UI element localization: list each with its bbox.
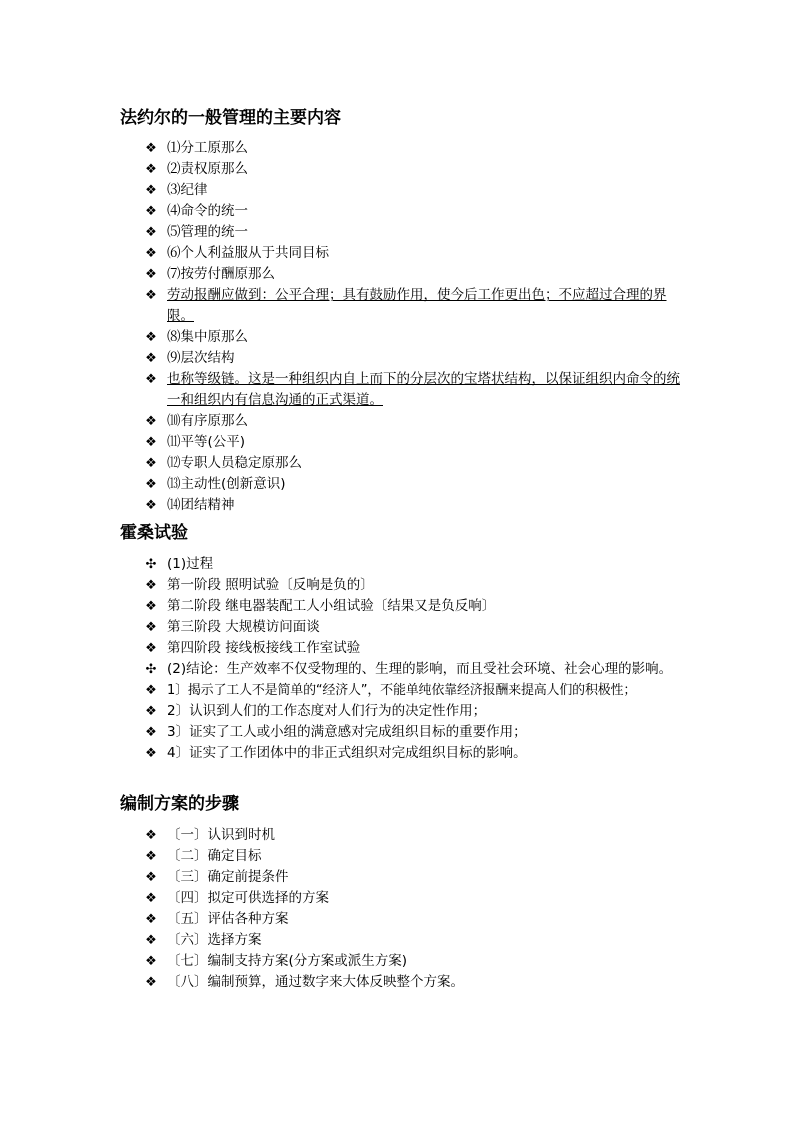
list-item-text: 劳动报酬应做到：公平合理；具有鼓励作用，使今后工作更出色；不应超过合理的界限。 xyxy=(167,287,667,324)
list-item xyxy=(0,432,794,453)
list-item-text: ⒁团结精神 xyxy=(167,497,235,513)
list-item-text: (1)过程 xyxy=(167,556,214,572)
section-title-fayol: 法约尔的一般管理的主要内容 xyxy=(120,108,341,128)
list-item-text: ⑻集中原那么 xyxy=(167,329,248,345)
list-item xyxy=(0,411,794,432)
section-title-hawthorne: 霍桑试验 xyxy=(120,523,188,543)
diamond-bullet-icon: ❖ xyxy=(145,414,157,429)
list-item xyxy=(0,638,794,659)
list-item-text: ⑾平等(公平) xyxy=(167,434,246,450)
cross-bullet-icon: ✣ xyxy=(145,557,157,572)
diamond-bullet-icon: ❖ xyxy=(145,141,157,156)
list-item-text: 也称等级链。这是一种组织内自上而下的分层次的宝塔状结构，以保证组织内命令的统一和组织内有信息沟通的正式渠道。 xyxy=(167,371,680,408)
list-item xyxy=(0,909,794,930)
diamond-bullet-icon: ❖ xyxy=(145,725,157,740)
cross-bullet-icon: ✣ xyxy=(145,662,157,677)
list-item xyxy=(0,846,794,867)
list-item-text: ⒀主动性(创新意识) xyxy=(167,476,286,492)
list-item xyxy=(0,951,794,972)
list-item-text: 〔三〕确定前提条件 xyxy=(167,869,289,885)
diamond-bullet-icon: ❖ xyxy=(145,477,157,492)
list-item-text: 1〕揭示了工人不是简单的“经济人”，不能单纯依靠经济报酬来提高人们的积极性； xyxy=(167,683,637,698)
diamond-bullet-icon: ❖ xyxy=(145,870,157,885)
diamond-bullet-icon: ❖ xyxy=(145,683,157,698)
fayol-list xyxy=(0,138,794,516)
list-item-text: 2〕认识到人们的工作态度对人们行为的决定性作用； xyxy=(167,703,487,719)
list-item-text: ⑴分工原那么 xyxy=(167,140,248,156)
diamond-bullet-icon: ❖ xyxy=(145,704,157,719)
list-item xyxy=(0,180,794,201)
diamond-bullet-icon: ❖ xyxy=(145,620,157,635)
diamond-bullet-icon: ❖ xyxy=(145,954,157,969)
list-item xyxy=(0,825,794,846)
list-item-text: ⑹个人利益服从于共同目标 xyxy=(167,245,329,261)
diamond-bullet-icon: ❖ xyxy=(145,641,157,656)
diamond-bullet-icon: ❖ xyxy=(145,246,157,261)
list-item xyxy=(0,701,794,722)
list-item xyxy=(0,264,794,285)
list-item xyxy=(0,453,794,474)
list-item-text: 第四阶段 接线板接线工作室试验 xyxy=(167,640,361,656)
list-item xyxy=(0,369,794,411)
list-item-text: 〔二〕确定目标 xyxy=(167,848,262,864)
list-item xyxy=(0,138,794,159)
list-item xyxy=(0,867,794,888)
list-item xyxy=(0,327,794,348)
list-item xyxy=(0,596,794,617)
diamond-bullet-icon: ❖ xyxy=(145,578,157,593)
list-item-text: ⑷命令的统一 xyxy=(167,203,248,219)
diamond-bullet-icon: ❖ xyxy=(145,746,157,761)
list-item xyxy=(0,243,794,264)
diamond-bullet-icon: ❖ xyxy=(145,828,157,843)
diamond-bullet-icon: ❖ xyxy=(145,183,157,198)
diamond-bullet-icon: ❖ xyxy=(145,351,157,366)
hawthorne-list xyxy=(0,554,794,764)
list-item-text: ⑽有序原那么 xyxy=(167,413,248,429)
list-item xyxy=(0,159,794,180)
list-item xyxy=(0,554,794,575)
list-item-text: ⑿专职人员稳定原那么 xyxy=(167,455,302,471)
diamond-bullet-icon: ❖ xyxy=(145,849,157,864)
list-item xyxy=(0,722,794,743)
list-item xyxy=(0,575,794,596)
diamond-bullet-icon: ❖ xyxy=(145,204,157,219)
diamond-bullet-icon: ❖ xyxy=(145,372,157,387)
list-item xyxy=(0,972,794,993)
list-item-text: 第三阶段 大规模访问面谈 xyxy=(167,619,320,635)
list-item xyxy=(0,222,794,243)
list-item-text: 〔一〕认识到时机 xyxy=(167,827,275,843)
list-item-text: (2)结论：生产效率不仅受物理的、生理的影响，而且受社会环境、社会心理的影响。 xyxy=(167,661,673,677)
list-item-text: ⑶纪律 xyxy=(167,182,208,198)
list-item xyxy=(0,474,794,495)
list-item-text: ⑺按劳付酬原那么 xyxy=(167,266,275,282)
planning-steps-list xyxy=(0,825,794,993)
list-item-text: 〔七〕编制支持方案(分方案或派生方案) xyxy=(167,953,408,969)
list-item-text: 4〕证实了工作团体中的非正式组织对完成组织目标的影响。 xyxy=(167,745,527,761)
list-item xyxy=(0,930,794,951)
list-item-text: 〔四〕拟定可供选择的方案 xyxy=(167,890,329,906)
list-item xyxy=(0,285,794,327)
list-item xyxy=(0,680,794,701)
diamond-bullet-icon: ❖ xyxy=(145,435,157,450)
diamond-bullet-icon: ❖ xyxy=(145,225,157,240)
list-item-text: ⑸管理的统一 xyxy=(167,224,248,240)
diamond-bullet-icon: ❖ xyxy=(145,891,157,906)
list-item-text: 第二阶段 继电器装配工人小组试验〔结果又是负反响〕 xyxy=(167,598,496,614)
diamond-bullet-icon: ❖ xyxy=(145,267,157,282)
diamond-bullet-icon: ❖ xyxy=(145,498,157,513)
section-title-planning-steps: 编制方案的步骤 xyxy=(120,794,239,814)
list-item-text: 第一阶段 照明试验〔反响是负的〕 xyxy=(167,577,374,593)
list-item xyxy=(0,201,794,222)
list-item-text: 〔六〕选择方案 xyxy=(167,932,262,948)
list-item xyxy=(0,743,794,764)
list-item-text: 〔五〕评估各种方案 xyxy=(167,911,289,927)
diamond-bullet-icon: ❖ xyxy=(145,912,157,927)
list-item-text: 〔八〕编制预算，通过数字来大体反映整个方案。 xyxy=(167,974,464,990)
diamond-bullet-icon: ❖ xyxy=(145,330,157,345)
list-item xyxy=(0,348,794,369)
diamond-bullet-icon: ❖ xyxy=(145,975,157,990)
diamond-bullet-icon: ❖ xyxy=(145,933,157,948)
list-item-text: ⑵责权原那么 xyxy=(167,161,248,177)
list-item-text: ⑼层次结构 xyxy=(167,350,235,366)
list-item xyxy=(0,659,794,680)
diamond-bullet-icon: ❖ xyxy=(145,288,157,303)
list-item xyxy=(0,888,794,909)
diamond-bullet-icon: ❖ xyxy=(145,456,157,471)
list-item-text: 3〕证实了工人或小组的满意感对完成组织目标的重要作用； xyxy=(167,724,527,740)
diamond-bullet-icon: ❖ xyxy=(145,162,157,177)
diamond-bullet-icon: ❖ xyxy=(145,599,157,614)
list-item xyxy=(0,617,794,638)
list-item xyxy=(0,495,794,516)
